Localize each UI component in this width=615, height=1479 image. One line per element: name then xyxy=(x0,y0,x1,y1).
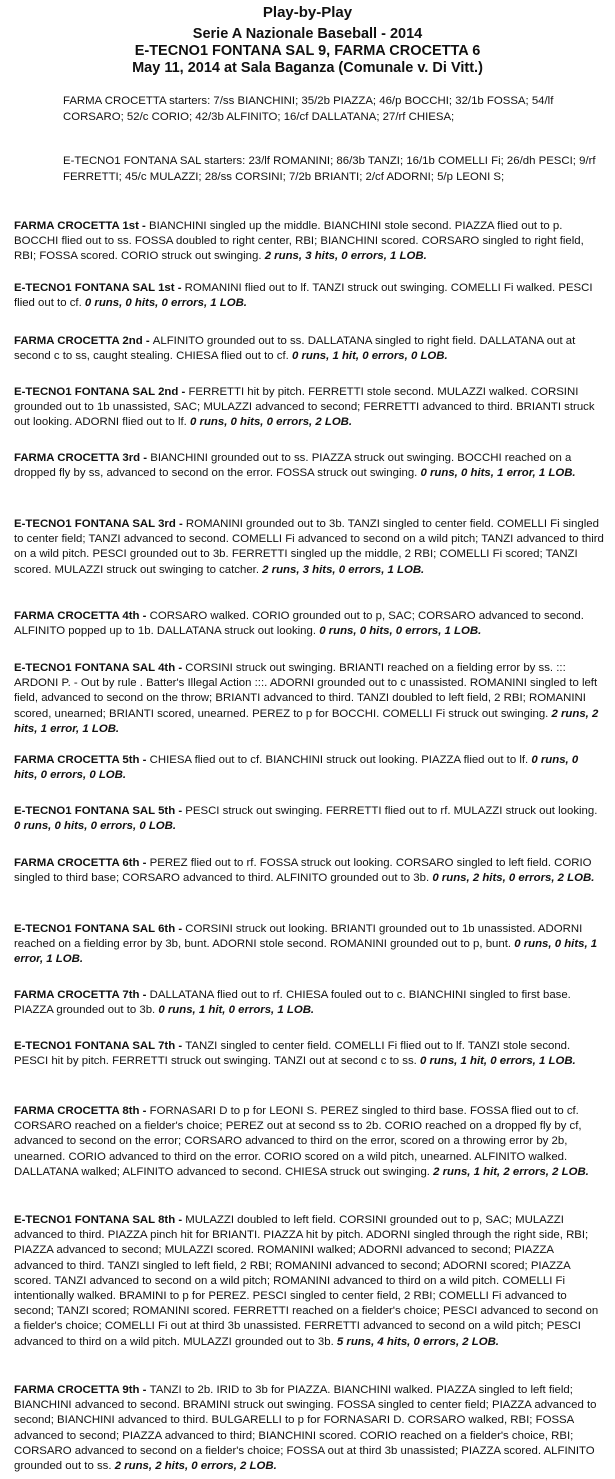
half-inning xyxy=(14,334,604,364)
page-title: Play-by-Play xyxy=(262,4,353,21)
half-inning xyxy=(14,219,604,265)
half-inning-team: E-TECNO1 FONTANA SAL 4th - xyxy=(14,662,186,674)
half-inning-team: FARMA CROCETTA 2nd - xyxy=(14,335,153,347)
half-inning-team: E-TECNO1 FONTANA SAL 1st - xyxy=(14,282,185,294)
half-inning xyxy=(14,1383,604,1474)
half-inning-plays: FERRETTI hit by pitch. FERRETTI stole second. MULAZZI walked. CORSINI grounded out to 1b unassisted, SAC; MULAZZI advanced to second; FERRETTI advanced to third. BRIANTI struck out looking. ADORNI flied out to lf. xyxy=(14,386,595,429)
half-inning-summary: 0 runs, 0 hits, 0 errors, 1 LOB. xyxy=(319,625,482,638)
half-inning xyxy=(14,1039,604,1069)
half-inning-plays: CORSINI struck out swinging. BRIANTI reached on a fielding error by ss. ::: ARDONI P. - Out by rule . Batter's Illegal Action :::. ADORNI grounded out to c unassisted. ROMANINI singled to left field, advanced to second on the throw; BRIANTI advanced to third. TANZI doubled to left field, 2 RBI; ROMANINI scored, unearned; BRIANTI scored, unearned. PEREZ to p for BOCCHI. COMELLI Fi struck out swinging. xyxy=(14,662,598,720)
half-inning-plays: DALLATANA flied out to rf. CHIESA fouled out to c. BIANCHINI singled to first base. PIAZZA grounded out to 3b. xyxy=(14,989,571,1017)
half-inning-summary: 2 runs, 2 hits, 0 errors, 2 LOB. xyxy=(114,1460,277,1473)
half-inning-summary: 0 runs, 1 hit, 0 errors, 1 LOB. xyxy=(420,1055,576,1068)
half-inning xyxy=(14,609,604,639)
half-inning xyxy=(14,988,604,1018)
half-inning xyxy=(14,856,604,886)
half-inning xyxy=(14,517,604,578)
half-inning xyxy=(14,753,604,783)
home-starters: E-TECNO1 FONTANA SAL starters: 23/lf ROMANINI; 86/3b TANZI; 16/1b COMELLI Fi; 26/dh PESCI; 9/rf FERRETTI; 45/c MULAZZI; 28/ss CORSINI; 7/2b BRIANTI; 2/cf ADORNI; 5/p LEONI S; xyxy=(63,155,596,183)
league-subtitle: Serie A Nazionale Baseball - 2014 xyxy=(192,26,423,42)
half-inning-team: FARMA CROCETTA 8th - xyxy=(14,1105,150,1117)
half-inning-summary: 0 runs, 1 hit, 0 errors, 0 LOB. xyxy=(291,350,448,363)
half-inning-team: E-TECNO1 FONTANA SAL 5th - xyxy=(14,805,186,817)
half-inning-team: FARMA CROCETTA 4th - xyxy=(14,610,150,622)
half-inning-plays: BIANCHINI singled up the middle. BIANCHINI stole second. PIAZZA flied out to p. BOCCHI flied out to ss. FOSSA doubled to right center, RBI; BIANCHINI scored. CORSARO singled to right field, RBI; FOSSA scored. CORIO struck out swinging. xyxy=(14,220,584,263)
half-inning-team: FARMA CROCETTA 7th - xyxy=(14,989,150,1001)
half-inning-team: FARMA CROCETTA 6th - xyxy=(14,857,150,869)
half-inning-summary: 5 runs, 4 hits, 0 errors, 2 LOB. xyxy=(336,1335,499,1348)
half-inning-summary: 0 runs, 0 hits, 1 error, 1 LOB. xyxy=(420,467,576,480)
half-inning-plays: TANZI singled to center field. COMELLI Fi flied out to lf. TANZI stole second. PESCI hit by pitch. FERRETTI struck out swinging. TANZI out at second c to ss. xyxy=(14,1040,571,1068)
half-inning-plays: ROMANINI grounded out to 3b. TANZI singled to center field. COMELLI Fi singled to center field; TANZI advanced to second. COMELLI Fi advanced to second on a wild pitch; TANZI advanced to third on a wild pitch. PESCI grounded out to 3b. FERRETTI singled up the middle, 2 RBI; COMELLI Fi scored; TANZI scored. MULAZZI struck out swinging to catcher. xyxy=(14,518,604,576)
half-inning-team: E-TECNO1 FONTANA SAL 3rd - xyxy=(14,518,186,530)
half-inning-summary: 2 runs, 1 hit, 2 errors, 2 LOB. xyxy=(433,1165,589,1178)
half-inning-plays: MULAZZI doubled to left field. CORSINI grounded out to p, SAC; MULAZZI advanced to third. PIAZZA pinch hit for BRIANTI. PIAZZA hit by pitch. ADORNI singled through the right side, RBI; PIAZZA advanced to second; MULAZZI scored. ROMANINI walked; ADORNI advanced to second; PIAZZA advanced to third. TANZI singled to left field, 2 RBI; ROMANINI advanced to second; ADORNI scored; PIAZZA scored. TANZI advanced to second on a wild pitch; ROMANINI advanced to third on a wild pitch. COMELLI Fi intentionally walked. BRAMINI to p for PEREZ. PESCI singled to center field, 2 RBI; COMELLI Fi advanced to second; TANZI scored; ROMANINI scored. FERRETTI reached on a fielder's choice; PESCI advanced to second on a fielder's choice; COMELLI Fi out at third 3b unassisted. FERRETTI advanced to second on a wild pitch; PESCI advanced to third on a wild pitch. MULAZZI grounded out to 3b. xyxy=(14,1214,599,1348)
half-inning-plays: TANZI to 2b. IRID to 3b for PIAZZA. BIANCHINI walked. PIAZZA singled to left field; BIANCHINI advanced to second. BRAMINI struck out swinging. FOSSA singled to center field; PIAZZA advanced to second; BIANCHINI advanced to third. BULGARELLI to p for FORNASARI D. CORSARO walked, RBI; FOSSA advanced to second; PIAZZA advanced to third; BIANCHINI scored. CORIO reached on a fielder's choice, RBI; CORSARO advanced to second on a fielder's choice; FOSSA out at third 3b unassisted; PIAZZA scored. ALFINITO grounded out to ss. xyxy=(14,1384,597,1473)
half-inning-summary: 2 runs, 3 hits, 0 errors, 1 LOB. xyxy=(264,250,427,263)
half-inning xyxy=(14,281,604,311)
half-inning-summary: 2 runs, 2 hits, 1 error, 1 LOB. xyxy=(14,707,599,735)
half-inning-summary: 0 runs, 0 hits, 0 errors, 0 LOB. xyxy=(14,754,579,782)
half-inning-summary: 0 runs, 0 hits, 0 errors, 1 LOB. xyxy=(84,297,247,310)
half-inning xyxy=(14,385,604,431)
half-inning-plays: ROMANINI flied out to lf. TANZI struck out swinging. COMELLI Fi walked. PESCI flied out to cf. xyxy=(14,282,593,310)
half-inning-plays: FORNASARI D to p for LEONI S. PEREZ singled to third base. FOSSA flied out to cf. CORSARO reached on a fielder's choice; PEREZ out at second ss to 2b. CORIO reached on a dropped fly by cf, advanced to second on the error; CORSARO advanced to third on the error, scored on a throwing error by 2b, unearned. CORIO advanced to third on the error. CORIO scored on a wild pitch, unearned. ALFINITO walked. DALLATANA walked; ALFINITO advanced to second. CHIESA struck out swinging. xyxy=(14,1105,582,1178)
half-inning-plays: CHIESA flied out to cf. BIANCHINI struck out looking. PIAZZA flied out to lf. xyxy=(149,754,532,766)
game-date-location: May 11, 2014 at Sala Baganza (Comunale v. Di Vitt.) xyxy=(132,60,483,76)
half-inning-team: E-TECNO1 FONTANA SAL 2nd - xyxy=(14,386,189,398)
half-inning-plays: ALFINITO grounded out to ss. DALLATANA singled to right field. DALLATANA out at second c to ss, caught stealing. CHIESA flied out to cf. xyxy=(14,335,576,363)
half-inning-plays: PESCI struck out swinging. FERRETTI flied out to rf. MULAZZI struck out looking. xyxy=(185,805,598,817)
half-inning xyxy=(14,1104,604,1180)
half-inning-team: FARMA CROCETTA 3rd - xyxy=(14,452,151,464)
half-inning-summary: 0 runs, 1 hit, 0 errors, 1 LOB. xyxy=(158,1004,315,1017)
half-inning-summary: 0 runs, 0 hits, 0 errors, 0 LOB. xyxy=(14,820,177,833)
half-inning-plays: CORSINI struck out looking. BRIANTI grounded out to 1b unassisted. ADORNI reached on a fielding error by 3b, bunt. ADORNI stole second. ROMANINI grounded out to p, bunt. xyxy=(14,923,583,951)
half-inning-team: FARMA CROCETTA 9th - xyxy=(14,1384,150,1396)
game-score-heading: E-TECNO1 FONTANA SAL 9, FARMA CROCETTA 6 xyxy=(134,43,481,59)
half-inning xyxy=(14,804,604,834)
half-inning xyxy=(14,451,604,481)
half-inning-team: E-TECNO1 FONTANA SAL 6th - xyxy=(14,923,186,935)
half-inning xyxy=(14,661,604,737)
away-starters: FARMA CROCETTA starters: 7/ss BIANCHINI; 35/2b PIAZZA; 46/p BOCCHI; 32/1b FOSSA; 54/lf CORSARO; 52/c CORIO; 42/3b ALFINITO; 16/cf DALLATANA; 27/rf CHIESA; xyxy=(63,95,554,123)
half-inning-team: FARMA CROCETTA 1st - xyxy=(14,220,149,232)
half-inning-plays: CORSARO walked. CORIO grounded out to p, SAC; CORSARO advanced to second. ALFINITO popped up to 1b. DALLATANA struck out looking. xyxy=(14,610,584,638)
half-inning-team: E-TECNO1 FONTANA SAL 7th - xyxy=(14,1040,186,1052)
half-inning xyxy=(14,1213,604,1350)
half-inning xyxy=(14,922,604,968)
half-inning-summary: 0 runs, 0 hits, 0 errors, 2 LOB. xyxy=(190,416,353,429)
half-inning-team: E-TECNO1 FONTANA SAL 8th - xyxy=(14,1214,186,1226)
half-inning-summary: 0 runs, 2 hits, 0 errors, 2 LOB. xyxy=(432,872,595,885)
half-inning-plays: BIANCHINI grounded out to ss. PIAZZA struck out swinging. BOCCHI reached on a dropped fly by ss, advanced to second on the error. FOSSA struck out swinging. xyxy=(14,452,572,480)
half-inning-summary: 2 runs, 3 hits, 0 errors, 1 LOB. xyxy=(262,563,425,576)
half-inning-team: FARMA CROCETTA 5th - xyxy=(14,754,150,766)
half-inning-plays: PEREZ flied out to rf. FOSSA struck out looking. CORSARO singled to left field. CORIO singled to third base; CORSARO advanced to third. ALFINITO grounded out to 3b. xyxy=(14,857,592,885)
half-inning-summary: 0 runs, 0 hits, 1 error, 1 LOB. xyxy=(14,938,598,966)
